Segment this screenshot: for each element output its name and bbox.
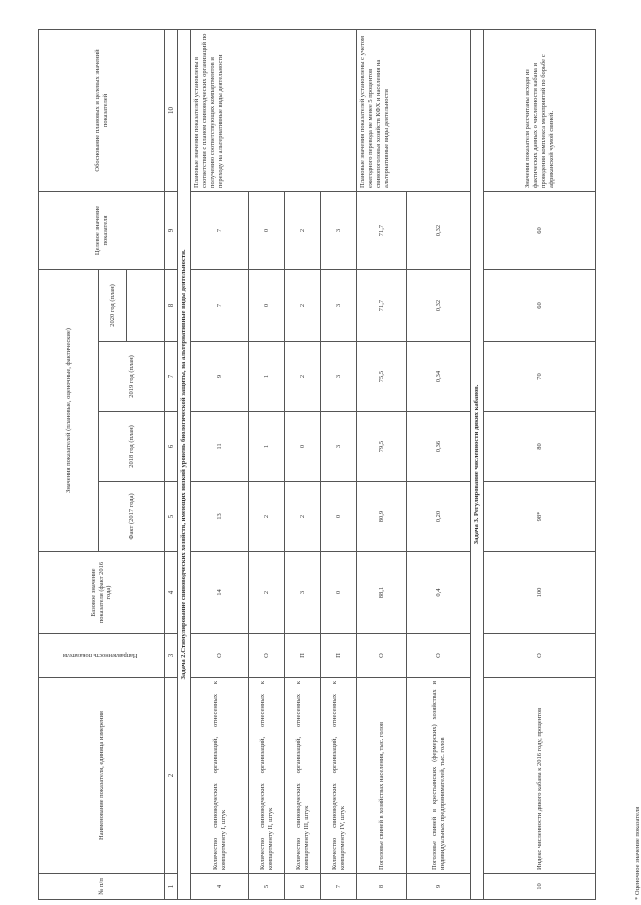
fact-2017: 2: [285, 482, 321, 552]
plan-2019: 75,5: [357, 342, 407, 412]
header-direction: Направленность показателя: [39, 634, 165, 678]
target-value: 3: [321, 192, 357, 270]
direction: П: [321, 634, 357, 678]
row-number: 5: [249, 874, 285, 900]
target-value: 71,7: [357, 192, 407, 270]
rotated-page: [38, 30, 641, 900]
base-value: 14: [191, 552, 249, 634]
target-value: 0,32: [407, 192, 471, 270]
row-number: 9: [407, 874, 471, 900]
col-number: 2: [165, 678, 178, 874]
fact-2017: 0,20: [407, 482, 471, 552]
target-value: 0: [249, 192, 285, 270]
plan-2020: 7: [191, 270, 249, 342]
indicators-table: [38, 29, 596, 900]
table-row: [357, 30, 407, 900]
justification-cell: Значения показателя рассчитаны исходя из фактических данных о численности кабана и проведения комплекса мероприятий по борьбе с африканской чумой свиней.: [484, 30, 596, 192]
plan-2019: 3: [321, 342, 357, 412]
plan-2018: 79,5: [357, 412, 407, 482]
col-number: 6: [165, 412, 178, 482]
base-value: 0,4: [407, 552, 471, 634]
row-number: 7: [321, 874, 357, 900]
task-3-heading: Задача 3. Регулирование численности диких кабанов.: [471, 30, 484, 900]
plan-2020: 3: [321, 270, 357, 342]
plan-2019: 9: [191, 342, 249, 412]
row-number: 8: [357, 874, 407, 900]
base-value: 2: [249, 552, 285, 634]
header-justification: Обоснование плановых и целевых значений показателей: [39, 30, 165, 192]
col-number: 1: [165, 874, 178, 900]
fact-2017: 80,9: [357, 482, 407, 552]
header-plan-2019: 2019 год (план): [99, 342, 165, 412]
header-plan-2020-blank: [127, 270, 165, 342]
indicator-name: Поголовье свиней в хозяйствах населения, тыс. голов: [357, 678, 407, 874]
col-number: 5: [165, 482, 178, 552]
target-value: 60: [484, 192, 596, 270]
header-base-value: Базовое значение показателя (факт 2016 года): [39, 552, 165, 634]
col-number: 7: [165, 342, 178, 412]
base-value: 100: [484, 552, 596, 634]
direction: О: [191, 634, 249, 678]
header-fact-2017: Факт (2017 года): [99, 482, 165, 552]
plan-2018: 3: [321, 412, 357, 482]
header-target-value: Целевое значение показателя: [39, 192, 165, 270]
indicator-name: Количество свиноводческих организаций, отнесенных к компартменту I, штук: [191, 678, 249, 874]
indicator-name: Количество свиноводческих организаций, отнесенных к компартменту III, штук: [285, 678, 321, 874]
plan-2018: 11: [191, 412, 249, 482]
row-number: 4: [191, 874, 249, 900]
fact-2017: 0: [321, 482, 357, 552]
plan-2020: 60: [484, 270, 596, 342]
task-2-row: [178, 30, 191, 900]
plan-2019: 2: [285, 342, 321, 412]
plan-2018: 80: [484, 412, 596, 482]
direction: П: [285, 634, 321, 678]
plan-2018: 0: [285, 412, 321, 482]
fact-2017: 98*: [484, 482, 596, 552]
header-row: [39, 30, 99, 900]
base-value: 3: [285, 552, 321, 634]
plan-2020: 0: [249, 270, 285, 342]
header-plan-2020: 2020 год (план): [99, 270, 127, 342]
header-values-group: Значения показателей (плановые, оценочные, фактические): [39, 270, 99, 552]
task-3-row: [471, 30, 484, 900]
plan-2018: 0,36: [407, 412, 471, 482]
header-number: № п/п: [39, 874, 165, 900]
col-number: 3: [165, 634, 178, 678]
task-2-heading: Задача 2.Стимулирование свиноводческих хозяйств, имеющих низкий уровень биологической защиты, на альтернативные виды деятельности.: [178, 30, 191, 900]
direction: О: [357, 634, 407, 678]
indicator-name: Поголовье свиней в крестьянских (фермерских) хозяйствах и индивидуальных предпринимателей, тыс. голов: [407, 678, 471, 874]
fact-2017: 13: [191, 482, 249, 552]
direction: О: [484, 634, 596, 678]
col-number: 10: [165, 30, 178, 192]
plan-2019: 0,34: [407, 342, 471, 412]
direction: О: [249, 634, 285, 678]
column-number-row: [165, 30, 178, 900]
col-number: 4: [165, 552, 178, 634]
plan-2019: 1: [249, 342, 285, 412]
target-value: 2: [285, 192, 321, 270]
plan-2020: 2: [285, 270, 321, 342]
indicator-name: Индекс численности дикого кабана к 2016 году, процентов: [484, 678, 596, 874]
row-number: 6: [285, 874, 321, 900]
row-number: 10: [484, 874, 596, 900]
indicator-name: Количество свиноводческих организаций, отнесенных к компартменту II, штук: [249, 678, 285, 874]
base-value: 0: [321, 552, 357, 634]
justification-cell: Плановые значения показателей установлены с учетом ежегодного перевода не менее 5 процентов свинопоголовья хозяйств КФХ и населения на альтернативные виды деятельности: [357, 30, 471, 192]
fact-2017: 2: [249, 482, 285, 552]
direction: О: [407, 634, 471, 678]
indicator-name: Количество свиноводческих организаций, отнесенных к компартменту IV, штук: [321, 678, 357, 874]
plan-2020: 0,32: [407, 270, 471, 342]
footnote: * Оценочное значение показателя: [634, 806, 641, 900]
plan-2019: 70: [484, 342, 596, 412]
plan-2018: 1: [249, 412, 285, 482]
col-number: 9: [165, 192, 178, 270]
plan-2020: 71,7: [357, 270, 407, 342]
table-row: [191, 30, 249, 900]
target-value: 7: [191, 192, 249, 270]
base-value: 88,1: [357, 552, 407, 634]
table-row: [484, 30, 596, 900]
col-number: 8: [165, 270, 178, 342]
header-plan-2018: 2018 год (план): [99, 412, 165, 482]
header-indicator-name: Наименование показателя, единица измерения: [39, 678, 165, 874]
justification-cell: Плановые значения показателей установлены в соответствии с планом свиноводческих организаций по получению соответствующих компартментов и переходу на альтернативные виды деятельности: [191, 30, 357, 192]
